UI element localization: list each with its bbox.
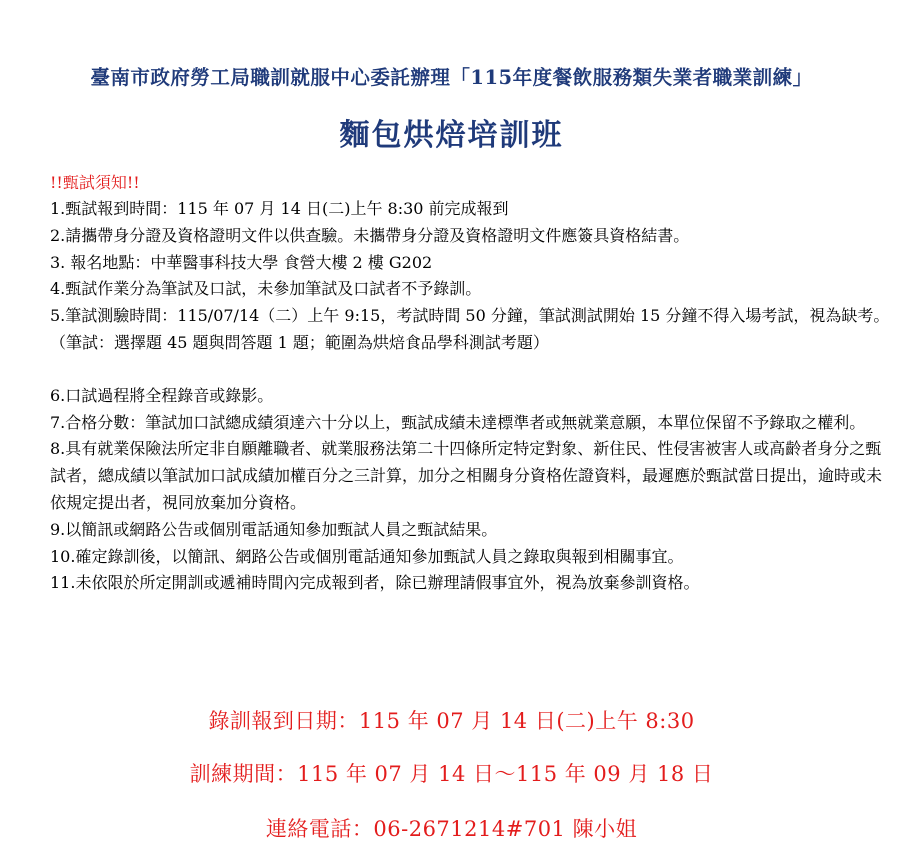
notice-item-9: 9.以簡訊或網路公告或個別電話通知參加甄試人員之甄試結果。 bbox=[50, 519, 498, 539]
notice-item-6: 6.口試過程將全程錄音或錄影。 bbox=[50, 385, 274, 405]
notice-item-4: 4.甄試作業分為筆試及口試，未參加筆試及口試者不予錄訓。 bbox=[50, 279, 482, 299]
notice-item-8: 8.具有就業保險法所定非自願離職者、就業服務法第二十四條所定特定對象、新住民、性侵害被害人或高齡者身分之甄試者，總成績以筆試加口試成績加權百分之三計算，加分之相關身分資格佐證資料，最遲應於甄試當日提出，逾時或未依規定提出者，視同放棄加分資格。 bbox=[50, 439, 883, 512]
notice-list bbox=[50, 196, 890, 597]
notice-item-5-note: （筆試：選擇題 45 題與問答題 1 題；範圍為烘焙食品學科測試考題） bbox=[50, 332, 549, 352]
notice-item-11: 11.未依限於所定開訓或遞補時間內完成報到者，除已辦理請假事宜外，視為放棄參訓資格。 bbox=[50, 573, 700, 593]
document-title: 麵包烘焙培訓班 bbox=[339, 118, 564, 153]
contact-phone: 連絡電話：06-2671214#701 陳小姐 bbox=[265, 817, 638, 841]
document-subtitle: 臺南市政府勞工局職訓就服中心委託辦理「115年度餐飲服務類失業者職業訓練」 bbox=[90, 66, 813, 89]
notice-heading: !!甄試須知!! bbox=[50, 173, 140, 192]
report-date: 錄訓報到日期：115 年 07 月 14 日(二)上午 8:30 bbox=[208, 709, 695, 733]
notice-item-1: 1.甄試報到時間：115 年 07 月 14 日(二)上午 8:30 前完成報到 bbox=[50, 199, 509, 218]
notice-item-10: 10.確定錄訓後，以簡訊、網路公告或個別電話通知參加甄試人員之錄取與報到相關事宜。 bbox=[50, 546, 684, 566]
spacer bbox=[50, 357, 890, 383]
notice-item-5: 5.筆試測驗時間：115/07/14（二）上午 9:15，考試時間 50 分鐘，筆試測試開始 15 分鐘不得入場考試，視為缺考。 bbox=[50, 306, 890, 326]
training-period: 訓練期間：115 年 07 月 14 日～115 年 09 月 18 日 bbox=[189, 762, 714, 786]
notice-item-3: 3. 報名地點：中華醫事科技大學 食營大樓 2 樓 G202 bbox=[50, 252, 433, 272]
notice-item-2: 2.請攜帶身分證及資格證明文件以供查驗。未攜帶身分證及資格證明文件應簽具資格結書。 bbox=[50, 225, 690, 245]
notice-item-7: 7.合格分數：筆試加口試總成績須達六十分以上，甄試成績未達標準者或無就業意願，本單位保留不予錄取之權利。 bbox=[50, 412, 866, 432]
